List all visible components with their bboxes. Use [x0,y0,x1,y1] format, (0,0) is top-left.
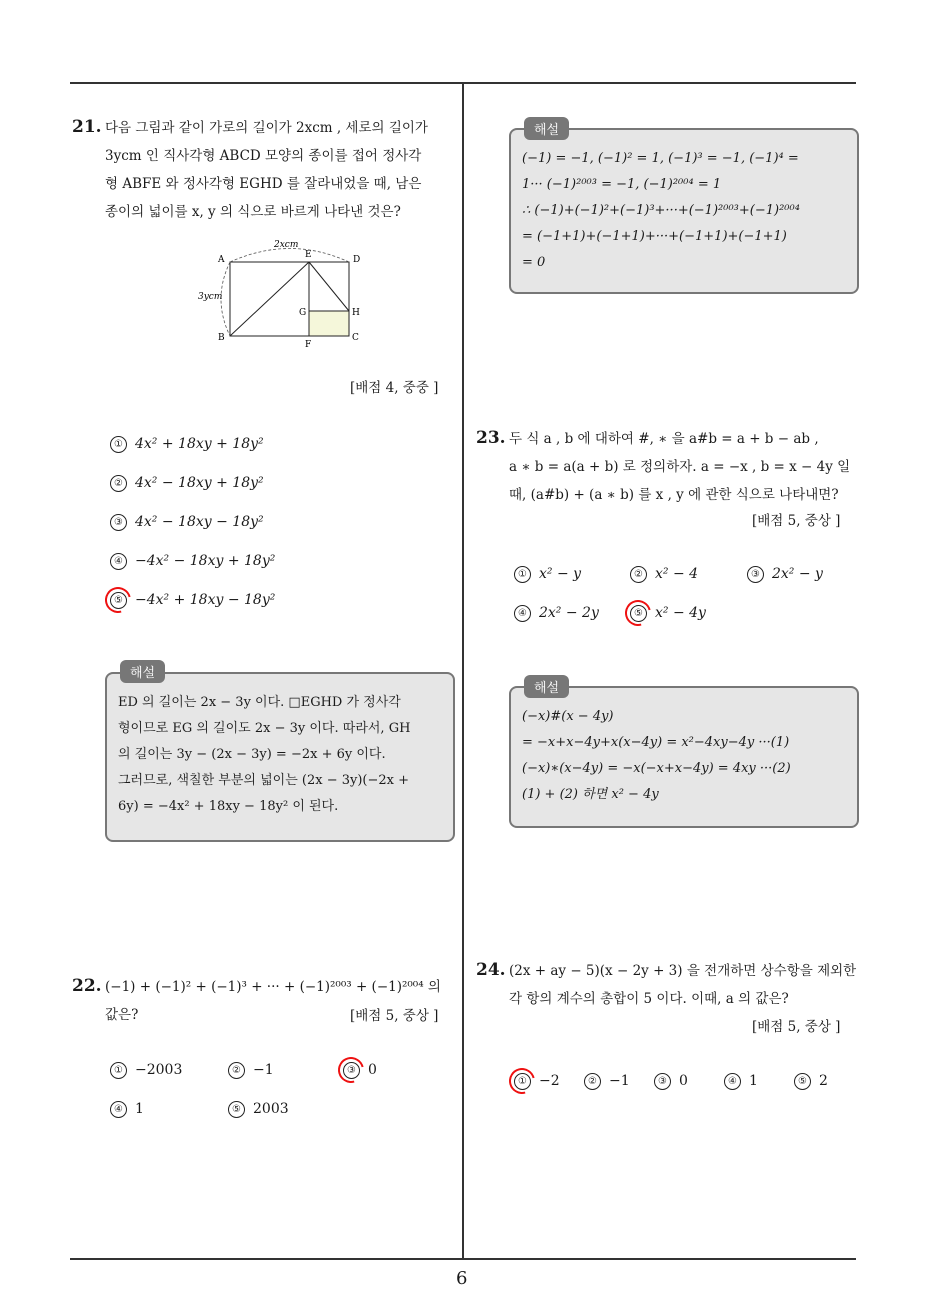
choice-number: ② [110,475,127,492]
q22-choice-2[interactable] [228,1062,274,1079]
q24-choice-3[interactable] [654,1073,688,1090]
q21-text [105,114,457,226]
choice-number: ④ [724,1073,741,1090]
explanation-line: 의 길이는 3y − (2x − 3y) = −2x + 6y 이다. [118,747,386,762]
point-g: G [299,308,307,318]
q21-explanation-label: 해설 [120,660,165,683]
choice-text: 4x² − 18xy + 18y² [135,475,264,491]
diagonal-eh [309,262,349,311]
explanation-line: 6y) = −4x² + 18xy − 18y² 이 된다. [118,799,339,814]
choice-number: ⑤ [110,592,127,609]
label-height: 3ycm [198,292,223,302]
q21-figure [190,235,370,350]
q24-line: 각 항의 계수의 총합이 5 이다. 이때, a 의 값은? [509,991,789,1007]
answer-mark [100,582,136,618]
column-divider [462,84,464,1260]
answer-mark [333,1052,369,1088]
q21-choice-5[interactable] [110,592,275,609]
choice-text: 2x² − y [772,566,823,582]
explanation-line: 1··· (−1)²⁰⁰³ = −1, (−1)²⁰⁰⁴ = 1 [522,177,722,192]
choice-number: ④ [110,553,127,570]
choice-text: −1 [609,1073,630,1089]
point-c: C [352,333,359,343]
point-f: F [305,340,312,350]
q23-choice-2[interactable] [630,566,698,583]
q23-line: 두 식 a , b 에 대하여 #, ∗ 을 a#b = a + b − ab , [509,431,819,447]
choice-number: ① [110,436,127,453]
choice-text: −4x² + 18xy − 18y² [135,592,276,608]
point-b: B [218,333,225,343]
q23-line: a ∗ b = a(a + b) 로 정의하자. a = −x , b = x − 4y 일 [509,459,851,475]
q23-line: 때, (a#b) + (a ∗ b) 를 x , y 에 관한 식으로 나타내면? [509,487,839,503]
q24-number: 24. [476,960,506,980]
choice-text: −2003 [135,1062,183,1078]
choice-text: x² − 4 [655,566,699,582]
q21-line: 종이의 넓이를 x, y 의 식으로 바르게 나타낸 것은? [105,204,401,220]
q23-explanation-text [522,704,848,808]
choice-text: 4x² − 18xy − 18y² [135,514,264,530]
explanation-line: ED 의 길이는 2x − 3y 이다. □EGHD 가 정사각 [118,695,401,710]
q24-choice-5[interactable] [794,1073,828,1090]
q24-choice-4[interactable] [724,1073,758,1090]
q22-choice-4[interactable] [110,1101,144,1118]
diagonal-be [230,262,309,336]
q22-choice-1[interactable] [110,1062,182,1079]
q23-number: 23. [476,428,506,448]
choice-text: −1 [253,1062,274,1078]
q24-text [509,957,859,1013]
q24-score: [배점 5, 중상 ] [752,1019,841,1035]
q24-line: (2x + ay − 5)(x − 2y + 3) 을 전개하면 상수항을 제외한 [509,963,857,979]
choice-number: ① [110,1062,127,1079]
q24-choice-2[interactable] [584,1073,630,1090]
choice-text: 2003 [253,1101,289,1117]
answer-mark [504,1063,540,1099]
q21-line: 3ycm 인 직사각형 ABCD 모양의 종이를 접어 정사각 [105,148,422,164]
choice-number: ④ [514,605,531,622]
choice-number: ③ [654,1073,671,1090]
choice-number: ⑤ [630,605,647,622]
q22-explanation-label: 해설 [524,117,569,140]
q22-choice-5[interactable] [228,1101,289,1118]
q21-choice-1[interactable] [110,436,264,453]
choice-text: 1 [749,1073,758,1089]
point-e: E [305,250,312,260]
q21-choice-2[interactable] [110,475,264,492]
page-number: 6 [456,1268,468,1289]
choice-number: ② [630,566,647,583]
q22-line: (−1) + (−1)² + (−1)³ + ··· + (−1)²⁰⁰³ + (−1)²⁰⁰⁴ 의 [105,979,441,995]
choice-number: ① [514,1073,531,1090]
choice-text: −4x² − 18xy + 18y² [135,553,276,569]
explanation-line: (−x)#(x − 4y) [522,709,614,724]
point-d: D [353,255,361,265]
choice-number: ③ [110,514,127,531]
point-h: H [352,308,360,318]
choice-number: ② [228,1062,245,1079]
explanation-line: (−x)∗(x−4y) = −x(−x+x−4y) = 4xy ···(2) [522,761,791,776]
shaded-region [309,311,349,336]
q21-number: 21. [72,117,102,137]
q21-choice-4[interactable] [110,553,275,570]
explanation-line: (−1) = −1, (−1)² = 1, (−1)³ = −1, (−1)⁴ = [522,151,799,166]
q23-choice-4[interactable] [514,605,599,622]
choice-text: 2 [819,1073,828,1089]
q21-line: 다음 그림과 같이 가로의 길이가 2xcm , 세로의 길이가 [105,120,428,136]
choice-number: ② [584,1073,601,1090]
choice-text: 1 [135,1101,144,1117]
choice-number: ① [514,566,531,583]
q21-score: [배점 4, 중중 ] [350,380,439,396]
explanation-line: = (−1+1)+(−1+1)+···+(−1+1)+(−1+1) [522,229,787,244]
q23-explanation-label: 해설 [524,675,569,698]
choice-number: ⑤ [794,1073,811,1090]
choice-text: x² − y [539,566,582,582]
explanation-line: ∴ (−1)+(−1)²+(−1)³+···+(−1)²⁰⁰³+(−1)²⁰⁰⁴ [522,203,800,218]
q22-score: [배점 5, 중상 ] [350,1008,439,1024]
q21-explanation-text [118,690,444,820]
q22-line: 값은? [105,1007,139,1023]
q23-text [509,425,859,509]
q22-number: 22. [72,976,102,996]
q21-choice-3[interactable] [110,514,264,531]
explanation-line: 그러므로, 색칠한 부분의 넓이는 (2x − 3y)(−2x + [118,773,410,788]
choice-text: −2 [539,1073,560,1089]
answer-mark [620,595,656,631]
explanation-line: = 0 [522,255,546,270]
choice-text: 0 [368,1062,377,1078]
explanation-line: 형이므로 EG 의 길이도 2x − 3y 이다. 따라서, GH [118,721,411,736]
width-arc [230,249,349,263]
choice-number: ③ [747,566,764,583]
choice-text: 2x² − 2y [539,605,599,621]
q22-explanation-text [522,146,848,276]
q23-choice-1[interactable] [514,566,581,583]
label-width: 2xcm [274,240,299,250]
choice-number: ④ [110,1101,127,1118]
choice-text: 0 [679,1073,688,1089]
q23-score: [배점 5, 중상 ] [752,513,841,529]
choice-number: ③ [343,1062,360,1079]
q23-choice-3[interactable] [747,566,823,583]
bottom-rule [70,1258,856,1260]
point-a: A [218,255,225,265]
explanation-line: (1) + (2) 하면 x² − 4y [522,787,659,802]
choice-text: 4x² + 18xy + 18y² [135,436,264,452]
choice-text: x² − 4y [655,605,706,621]
q21-line: 형 ABFE 와 정사각형 EGHD 를 잘라내었을 때, 남은 [105,176,422,192]
explanation-line: = −x+x−4y+x(x−4y) = x²−4xy−4y ···(1) [522,735,790,750]
choice-number: ⑤ [228,1101,245,1118]
